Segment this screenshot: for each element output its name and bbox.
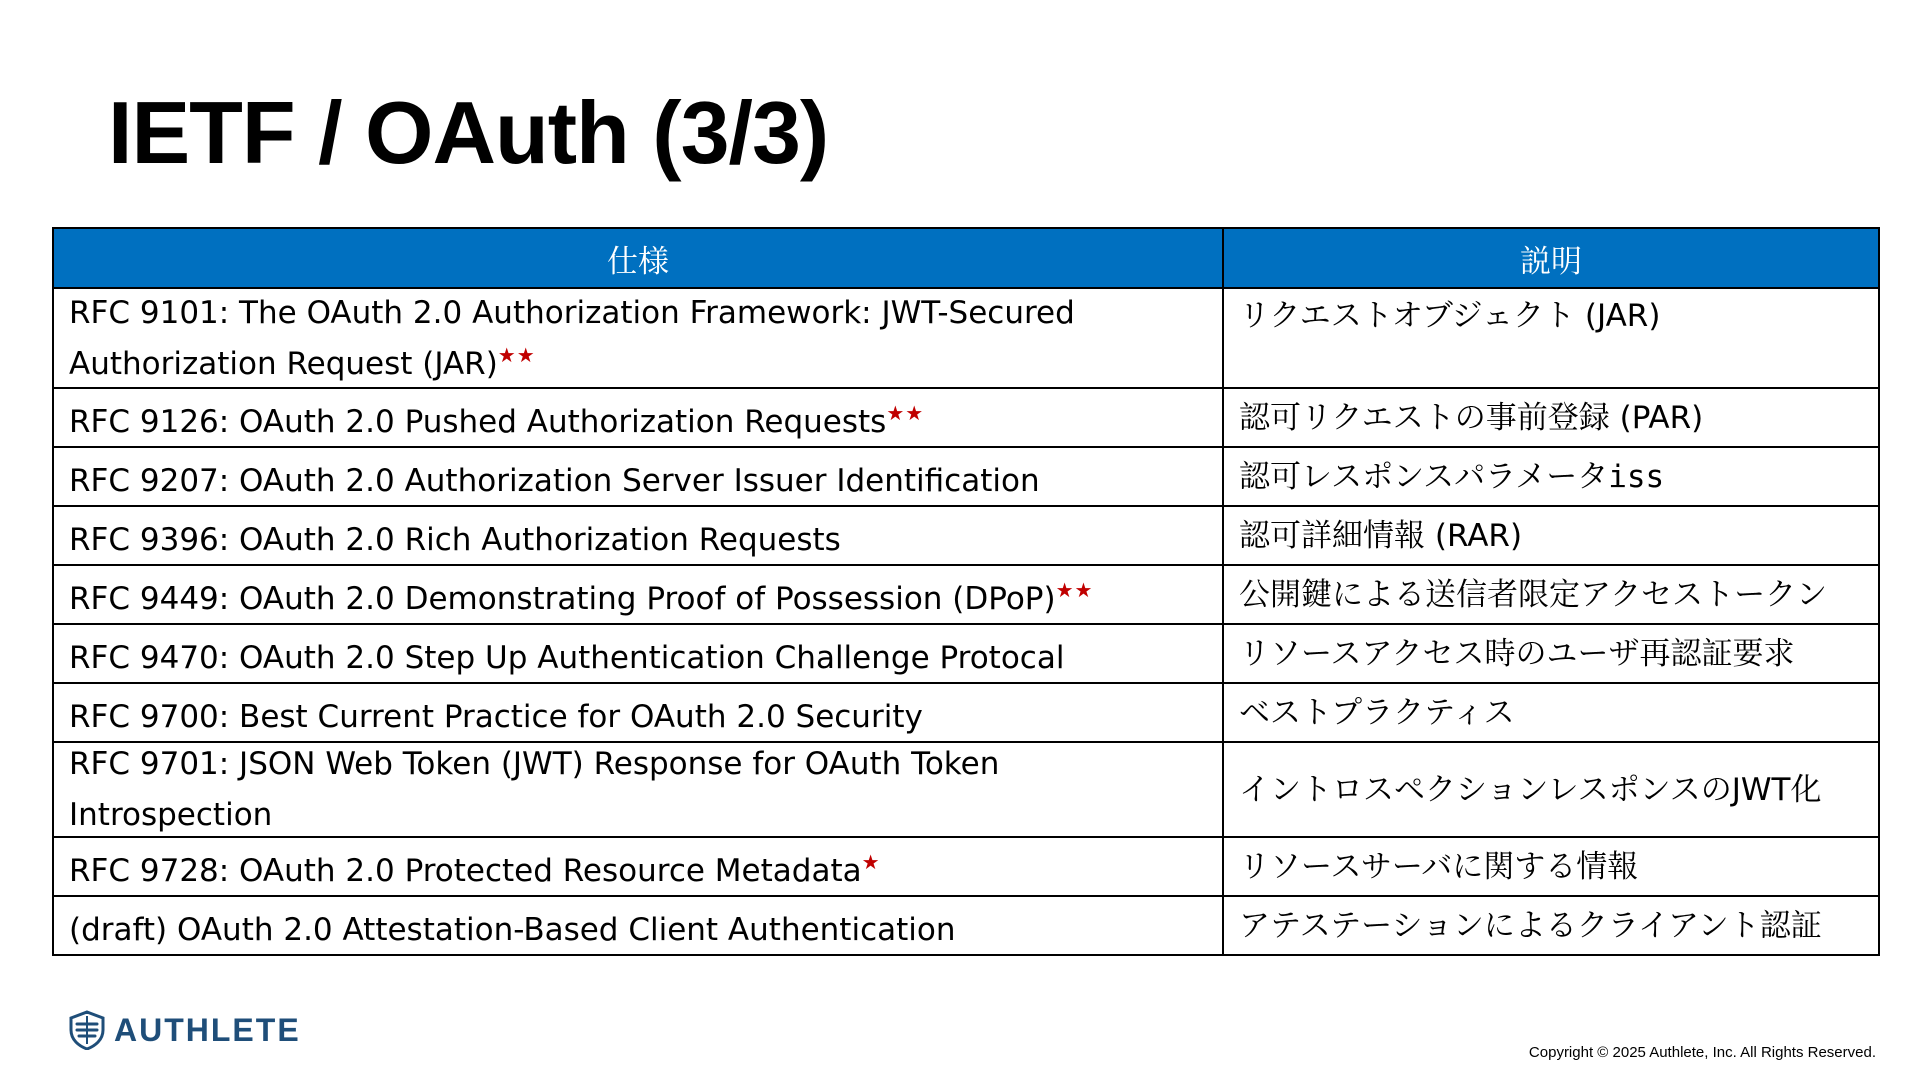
table-row xyxy=(53,506,1879,565)
page-title: IETF / OAuth (3/3) xyxy=(108,83,829,182)
desc-cell xyxy=(1223,624,1879,683)
desc-text: 認可リクエストの事前登録 (PAR) xyxy=(1239,399,1704,436)
spec-cell xyxy=(53,624,1223,683)
spec-name: RFC 9396: OAuth 2.0 Rich Authorization Requests xyxy=(69,522,841,558)
spec-cell xyxy=(53,683,1223,742)
header-spec: 仕様 xyxy=(53,228,1223,288)
desc-text: リクエストオブジェクト (JAR) xyxy=(1239,298,1661,334)
spec-name: RFC 9700: Best Current Practice for OAuth 2.0 Security xyxy=(69,699,923,735)
desc-text: リソースサーバに関する情報 xyxy=(1239,848,1639,885)
table-header-row xyxy=(53,228,1879,288)
spec-name: RFC 9101: The OAuth 2.0 Authorization Framework: JWT-Secured Authorization Request (JAR) xyxy=(69,294,1075,382)
spec-table xyxy=(52,227,1880,956)
desc-cell xyxy=(1223,742,1879,837)
star-icon: ★★ xyxy=(1055,578,1094,602)
spec-name: RFC 9701: JSON Web Token (JWT) Response for OAuth Token Introspection xyxy=(69,746,1000,833)
copyright-text: Copyright © 2025 Authlete, Inc. All Rights Reserved. xyxy=(1528,1044,1876,1061)
desc-cell xyxy=(1223,447,1879,506)
desc-cell xyxy=(1223,388,1879,447)
star-icon: ★★ xyxy=(497,342,536,367)
spec-name: RFC 9207: OAuth 2.0 Authorization Server Issuer Identification xyxy=(69,463,1040,499)
table-row xyxy=(53,447,1879,506)
table-row xyxy=(53,896,1879,955)
logo-text: AUTHLETE xyxy=(114,1011,301,1048)
spec-name: RFC 9728: OAuth 2.0 Protected Resource Metadata xyxy=(69,853,862,889)
table-row xyxy=(53,683,1879,742)
star-icon: ★ xyxy=(861,850,881,874)
desc-text: 認可詳細情報 (RAR) xyxy=(1239,517,1523,554)
desc-text: イントロスペクションレスポンスのJWT化 xyxy=(1239,771,1822,808)
desc-cell xyxy=(1223,506,1879,565)
spec-name: RFC 9470: OAuth 2.0 Step Up Authentication Challenge Protocal xyxy=(69,640,1065,676)
desc-text: 公開鍵による送信者限定アクセストークン xyxy=(1239,576,1828,613)
table-row xyxy=(53,742,1879,837)
spec-cell xyxy=(53,896,1223,955)
desc-cell xyxy=(1223,896,1879,955)
desc-cell xyxy=(1223,837,1879,896)
desc-text: 認可レスポンスパラメータ xyxy=(1239,458,1609,495)
table-row xyxy=(53,388,1879,447)
desc-text: ベストプラクティス xyxy=(1239,694,1515,731)
header-desc: 説明 xyxy=(1223,228,1879,288)
desc-cell xyxy=(1223,288,1879,388)
authlete-logo xyxy=(68,1010,301,1050)
desc-text: リソースアクセス時のユーザ再認証要求 xyxy=(1239,635,1795,672)
spec-cell xyxy=(53,506,1223,565)
desc-cell xyxy=(1223,683,1879,742)
shield-icon xyxy=(68,1010,106,1050)
desc-code: iss xyxy=(1608,458,1665,495)
table-row xyxy=(53,624,1879,683)
desc-cell xyxy=(1223,565,1879,624)
spec-name: (draft) OAuth 2.0 Attestation-Based Client Authentication xyxy=(69,912,956,948)
spec-cell xyxy=(53,565,1223,624)
spec-cell xyxy=(53,388,1223,447)
spec-cell xyxy=(53,288,1223,388)
table-row xyxy=(53,837,1879,896)
spec-cell xyxy=(53,837,1223,896)
star-icon: ★★ xyxy=(886,401,925,425)
spec-cell xyxy=(53,742,1223,837)
spec-name: RFC 9126: OAuth 2.0 Pushed Authorization Requests xyxy=(69,404,887,440)
spec-cell xyxy=(53,447,1223,506)
spec-name: RFC 9449: OAuth 2.0 Demonstrating Proof of Possession (DPoP) xyxy=(69,581,1056,617)
desc-text: アテステーションによるクライアント認証 xyxy=(1239,907,1822,944)
table-row xyxy=(53,288,1879,388)
table-row xyxy=(53,565,1879,624)
